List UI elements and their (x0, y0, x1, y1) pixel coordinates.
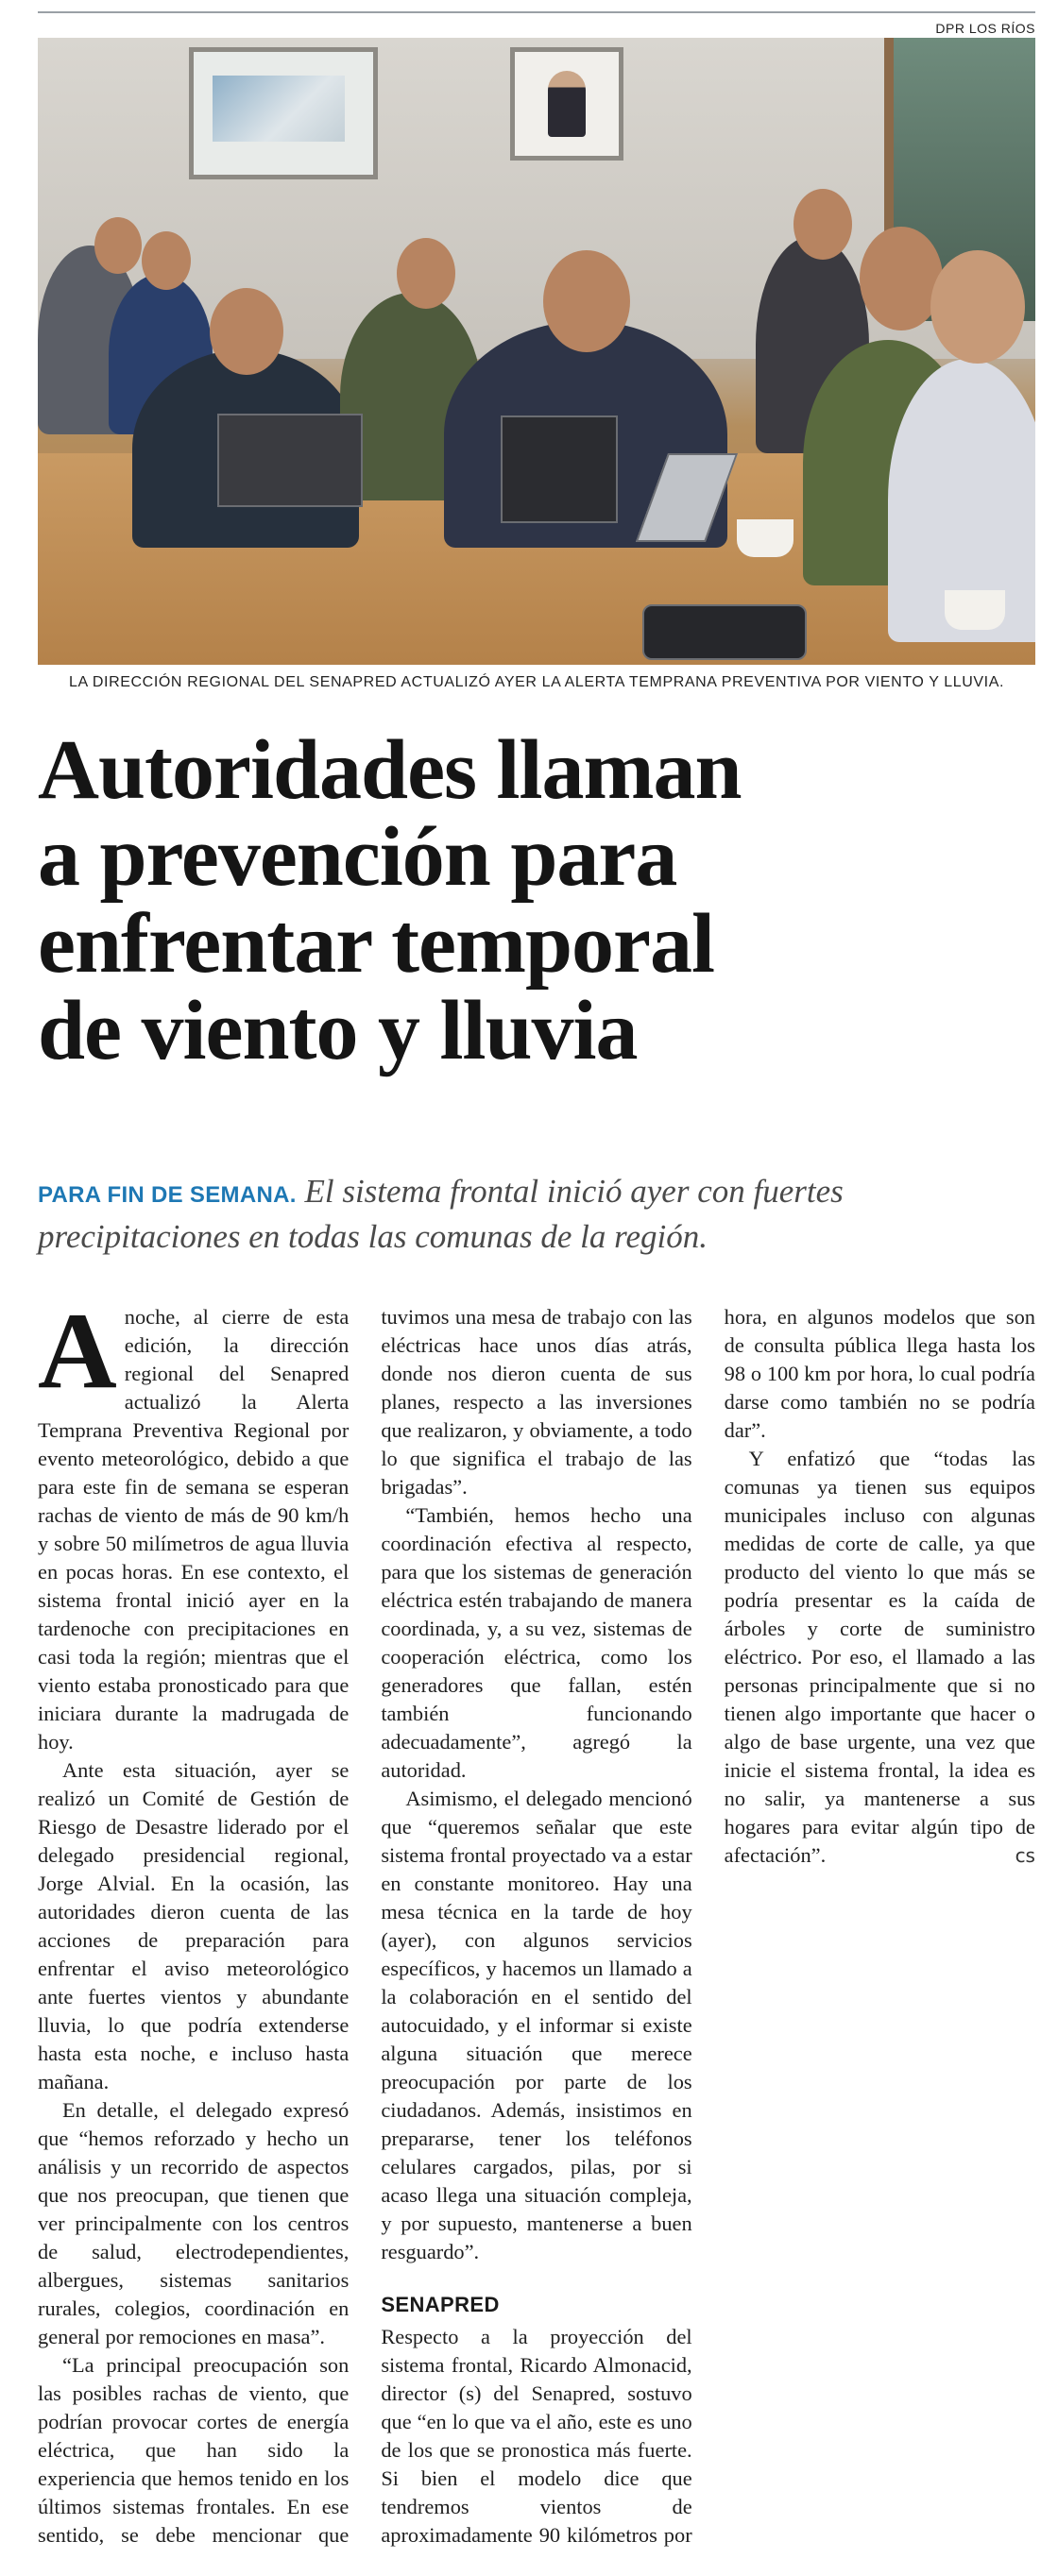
photo-desk-phone (501, 415, 618, 523)
photo-caption: LA DIRECCIÓN REGIONAL DEL SENAPRED ACTUALIZÓ AYER LA ALERTA TEMPRANA PREVENTIVA POR VIENTO Y LLUVIA. (68, 674, 1005, 690)
headline-line: de viento y lluvia (38, 984, 638, 1077)
article-paragraph (38, 1291, 350, 1756)
photo-person-head (210, 288, 283, 375)
top-rule (38, 11, 1035, 13)
paragraph-text: noche, al cierre de esta edición, la dirección regional del Senapred actualizó la Alerta Temprana Preventiva Regional por evento meteorológico, debido a que para este fin de semana se esperan rachas de viento de más de 90 km/h y sobre 50 milímetros de agua lluvia en pocas horas. En ese contexto, el sistema frontal inició ayer en la tardenoche con precipitaciones en casi toda la región; mientras que el viento estaba pronosticado para que iniciara durante la madrugada de hoy. (38, 1305, 350, 1754)
article-paragraph: En detalle, el delegado expresó que “hemos reforzado y hecho un análisis y un recorrido de aspectos que nos preocupan, que tienen que ver principalmente con los centros de salud, electrodependientes, albergues, sistemas sanitarios rurales, colegios, coordinación en general por remociones en masa”. (38, 2098, 350, 2348)
article-subhead: SENAPRED (381, 2293, 500, 2316)
photo-bag (642, 604, 807, 660)
photo-person-head (94, 217, 142, 274)
article-paragraph (725, 1445, 1035, 1870)
photo-person-head (142, 231, 191, 290)
photo-laptop (217, 414, 363, 507)
paragraph-text: Y enfatizó que “todas las comunas ya tienen sus equipos municipales incluso con algunas medidas de corte de calle, ya que producto del viento lo que más se podría presentar es la caída de árboles y corte de suministro eléctrico. Por eso, el llamado a las personas principalmente que si no tienen algo importante que hacer o algo de base urgente, una vez que inicie el sistema frontal, la idea es no salir, ya mantenerse a sus hogares para evitar algún tipo de afectación”. (724, 1447, 1035, 1867)
photo-person-head (930, 250, 1025, 364)
article-paragraph: Ante esta situación, ayer se realizó un Comité de Gestión de Riesgo de Desastre liderado por el delegado presidencial regional, Jorge Alvial. En la ocasión, las autoridades dieron cuenta de las acciones de preparación para enfrentar el aviso meteorológico ante fuertes vientos y abundante lluvia, lo que podría extenderse hasta esta noche, e incluso hasta mañana. (38, 1758, 350, 2093)
photo-credit: DPR LOS RÍOS (935, 21, 1035, 36)
photo-cup (945, 590, 1005, 630)
headline-line: Autoridades llaman (38, 723, 742, 817)
photo-portrait (510, 47, 623, 161)
photo-cup (737, 519, 794, 557)
article-kicker: PARA FIN DE SEMANA. (38, 1182, 297, 1208)
photo-person-head (794, 189, 852, 260)
photo-person-head (397, 238, 455, 309)
article-paragraph: Asimismo, el delegado mencionó que “queremos señalar que este sistema frontal proyectado va a estar en constante monitoreo. Hay una mesa técnica en la tarde de hoy (ayer), con algunos servicios específicos, y hacemos un llamado a la colaboración en el sentido del autocuidado, y el informar si existe alguna situación que merece preocupación por parte de los ciudadanos. Además, insistimos en prepararse, tener los teléfonos celulares cargados, pilas, por si acaso llega una situación compleja, y por supuesto, mantenerse a buen resguardo”. (381, 1787, 692, 2263)
article-deck (38, 1171, 1039, 1258)
end-mark-icon: cs (1015, 1844, 1035, 1867)
article-paragraph: Respecto a la proyección del sistema frontal, Ricardo Almonacid, director (s) del Senapred, sostuvo que “en lo que va el año, este es uno de los que se pronostica más fuerte. Si bien el modelo dice que tendremos vientos de aproximadamente 90 kilómetros por hora, en algunos modelos que son de consulta pública llega hasta los 98 o 100 km por hora, lo cual podría darse como también no se podría dar”. (381, 1305, 1035, 2547)
drop-cap: A (38, 1291, 117, 1412)
article-paragraph: “La principal preocupación son las posibles rachas de viento, que podrían provocar cortes de energía eléctrica, que han sido la experiencia que hemos tenido en los últimos sistemas frontales. En ese sentido, se debe mencionar que tuvimos una mesa de trabajo con las eléctricas hace unos días atrás, donde nos dieron cuenta de sus planes, respecto a las inversiones que realizaron, y obviamente, a todo lo que significa el trabajo de las brigadas”. (38, 1305, 692, 2547)
photo-painting (189, 47, 378, 179)
article-headline (38, 723, 1039, 1077)
article-paragraph: “También, hemos hecho una coordinación efectiva al respecto, para que los sistemas de generación eléctrica estén trabajando de manera coordinada, y, a su vez, sistemas de cooperación eléctrica, como los generadores que fallan, estén también funcionando adecuadamente”, agregó la autoridad. (381, 1503, 692, 1782)
headline-line: a prevención para (38, 810, 677, 904)
news-photo (38, 38, 1035, 665)
article-body (38, 1291, 1035, 2559)
headline-line: enfrentar temporal (38, 897, 714, 991)
deck-text: El sistema frontal inició ayer con fuertes precipitaciones en todas las comunas de la región. (38, 1173, 844, 1255)
photo-person-head (543, 250, 630, 352)
